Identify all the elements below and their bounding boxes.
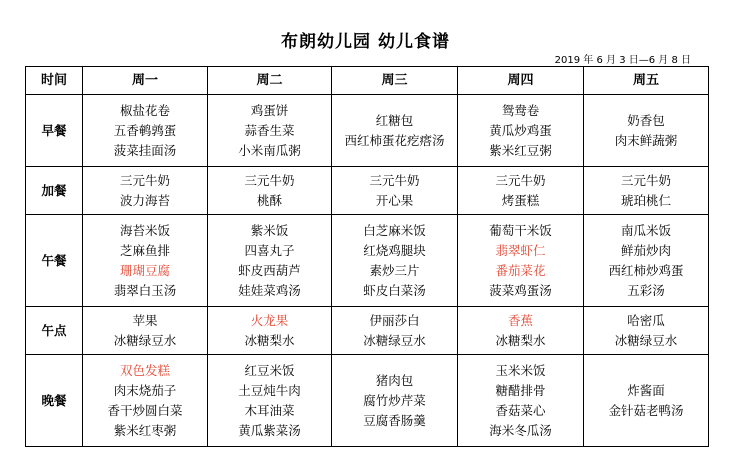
header-day-fri: 周五 bbox=[584, 67, 709, 95]
menu-item: 炸酱面 bbox=[627, 382, 665, 398]
menu-item: 冰糖梨水 bbox=[244, 332, 295, 348]
header-day-mon: 周一 bbox=[83, 67, 208, 95]
menu-item: 葡萄干米饭 bbox=[489, 222, 552, 238]
menu-item: 金针菇老鸭汤 bbox=[608, 402, 684, 418]
menu-item: 西红柿蛋花疙瘩汤 bbox=[344, 132, 445, 148]
menu-item: 翡翠白玉汤 bbox=[113, 282, 177, 298]
menu-item: 鸳鸯卷 bbox=[501, 102, 540, 118]
menu-item: 香干炒圆白菜 bbox=[107, 402, 183, 418]
menu-item: 猪肉包 bbox=[375, 372, 414, 388]
menu-item: 玉米米饭 bbox=[495, 362, 546, 378]
meal-label: 加餐 bbox=[26, 167, 83, 215]
menu-item: 紫米红枣粥 bbox=[113, 422, 177, 438]
menu-cell bbox=[584, 307, 709, 355]
menu-item: 菠菜挂面汤 bbox=[113, 142, 177, 158]
menu-table bbox=[25, 66, 709, 447]
header-row bbox=[26, 67, 709, 95]
menu-item: 木耳油菜 bbox=[244, 402, 295, 418]
menu-item: 白芝麻米饭 bbox=[363, 222, 426, 238]
menu-cell bbox=[458, 167, 584, 215]
menu-cell bbox=[332, 167, 458, 215]
meal-row-snack bbox=[26, 167, 709, 215]
menu-item: 三元牛奶 bbox=[620, 172, 671, 188]
menu-cell bbox=[584, 95, 709, 167]
menu-item: 苹果 bbox=[132, 312, 158, 328]
menu-item: 南瓜米饭 bbox=[620, 222, 671, 238]
menu-item: 四喜丸子 bbox=[244, 242, 295, 258]
menu-item: 三元牛奶 bbox=[495, 172, 546, 188]
menu-cell bbox=[584, 215, 709, 307]
menu-item: 小米南瓜粥 bbox=[238, 142, 301, 158]
menu-cell bbox=[458, 355, 584, 447]
menu-item: 菠菜鸡蛋汤 bbox=[489, 282, 552, 298]
menu-item: 腐竹炒芹菜 bbox=[363, 392, 426, 408]
menu-cell bbox=[458, 215, 584, 307]
menu-cell bbox=[83, 167, 208, 215]
menu-item: 琥珀桃仁 bbox=[620, 192, 671, 208]
menu-item: 鸡蛋饼 bbox=[250, 102, 289, 118]
menu-item: 豆腐香肠羹 bbox=[363, 412, 426, 428]
menu-item: 伊丽莎白 bbox=[369, 312, 420, 328]
menu-cell bbox=[208, 167, 332, 215]
meal-label: 晚餐 bbox=[26, 355, 83, 447]
menu-item: 鲜茄炒肉 bbox=[620, 242, 671, 258]
menu-item: 哈密瓜 bbox=[627, 312, 665, 328]
menu-item: 紫米红豆粥 bbox=[489, 142, 552, 158]
menu-item: 奶香包 bbox=[627, 112, 665, 128]
menu-item: 椒盐花卷 bbox=[119, 102, 170, 118]
menu-item: 素炒三片 bbox=[369, 262, 420, 278]
meal-row-afternoon-snack bbox=[26, 307, 709, 355]
menu-item: 海苔米饭 bbox=[119, 222, 170, 238]
menu-item: 红糖包 bbox=[375, 112, 414, 128]
menu-cell bbox=[332, 215, 458, 307]
menu-cell bbox=[208, 355, 332, 447]
menu-item: 冰糖绿豆水 bbox=[614, 332, 678, 348]
meal-label: 早餐 bbox=[26, 95, 83, 167]
menu-cell bbox=[208, 307, 332, 355]
menu-item: 三元牛奶 bbox=[244, 172, 295, 188]
menu-cell bbox=[458, 307, 584, 355]
menu-cell bbox=[83, 355, 208, 447]
menu-cell bbox=[332, 355, 458, 447]
menu-item: 芝麻鱼排 bbox=[119, 242, 170, 258]
meal-row-lunch bbox=[26, 215, 709, 307]
menu-cell bbox=[83, 95, 208, 167]
header-day-wed: 周三 bbox=[332, 67, 458, 95]
menu-cell bbox=[332, 95, 458, 167]
menu-cell bbox=[83, 215, 208, 307]
menu-item: 虾皮西葫芦 bbox=[238, 262, 301, 278]
menu-cell bbox=[208, 215, 332, 307]
meal-label: 午餐 bbox=[26, 215, 83, 307]
menu-item: 冰糖梨水 bbox=[495, 332, 546, 348]
meal-row-dinner bbox=[26, 355, 709, 447]
menu-cell bbox=[332, 307, 458, 355]
menu-item: 西红柿炒鸡蛋 bbox=[608, 262, 684, 278]
menu-item: 香菇菜心 bbox=[495, 402, 546, 418]
menu-item: 冰糖绿豆水 bbox=[113, 332, 177, 348]
header-time: 时间 bbox=[26, 67, 83, 95]
page-title: 布朗幼儿园 幼儿食谱 bbox=[281, 32, 450, 52]
menu-item: 黄瓜炒鸡蛋 bbox=[489, 122, 552, 138]
menu-item: 冰糖绿豆水 bbox=[363, 332, 426, 348]
menu-item: 紫米饭 bbox=[250, 222, 289, 238]
menu-item: 虾皮白菜汤 bbox=[363, 282, 426, 298]
menu-cell bbox=[208, 95, 332, 167]
menu-item: 红烧鸡腿块 bbox=[363, 242, 426, 258]
menu-item: 糖醋排骨 bbox=[495, 382, 546, 398]
menu-item: 桃酥 bbox=[256, 192, 282, 208]
menu-item: 波力海苔 bbox=[119, 192, 170, 208]
menu-item: 黄瓜紫菜汤 bbox=[238, 422, 301, 438]
menu-item: 红豆米饭 bbox=[244, 362, 295, 378]
menu-item: 三元牛奶 bbox=[369, 172, 420, 188]
menu-item: 开心果 bbox=[375, 192, 414, 208]
header-day-tue: 周二 bbox=[208, 67, 332, 95]
menu-item-highlighted: 番茄菜花 bbox=[495, 262, 546, 278]
menu-cell bbox=[584, 355, 709, 447]
menu-cell bbox=[83, 307, 208, 355]
header-day-thu: 周四 bbox=[458, 67, 584, 95]
menu-item-highlighted: 双色发糕 bbox=[119, 362, 170, 378]
menu-item: 肉末鲜蔬粥 bbox=[614, 132, 678, 148]
menu-item: 五彩汤 bbox=[627, 282, 665, 298]
menu-item: 海米冬瓜汤 bbox=[489, 422, 552, 438]
menu-cell bbox=[584, 167, 709, 215]
menu-cell bbox=[458, 95, 584, 167]
meal-label: 午点 bbox=[26, 307, 83, 355]
menu-item: 娃娃菜鸡汤 bbox=[238, 282, 301, 298]
meal-row-breakfast bbox=[26, 95, 709, 167]
menu-item: 蒜香生菜 bbox=[244, 122, 295, 138]
menu-item-highlighted: 火龙果 bbox=[250, 312, 289, 328]
menu-item: 肉末烧茄子 bbox=[113, 382, 177, 398]
menu-item: 三元牛奶 bbox=[119, 172, 170, 188]
menu-item-highlighted: 翡翠虾仁 bbox=[495, 242, 546, 258]
menu-item: 烤蛋糕 bbox=[501, 192, 540, 208]
menu-item-highlighted: 香蕉 bbox=[507, 312, 533, 328]
date-range: 2019 年 6 月 3 日—6 月 8 日 bbox=[554, 55, 691, 66]
menu-item: 土豆炖牛肉 bbox=[238, 382, 301, 398]
menu-item: 五香鹌鹑蛋 bbox=[113, 122, 177, 138]
menu-item-highlighted: 珊瑚豆腐 bbox=[119, 262, 170, 278]
